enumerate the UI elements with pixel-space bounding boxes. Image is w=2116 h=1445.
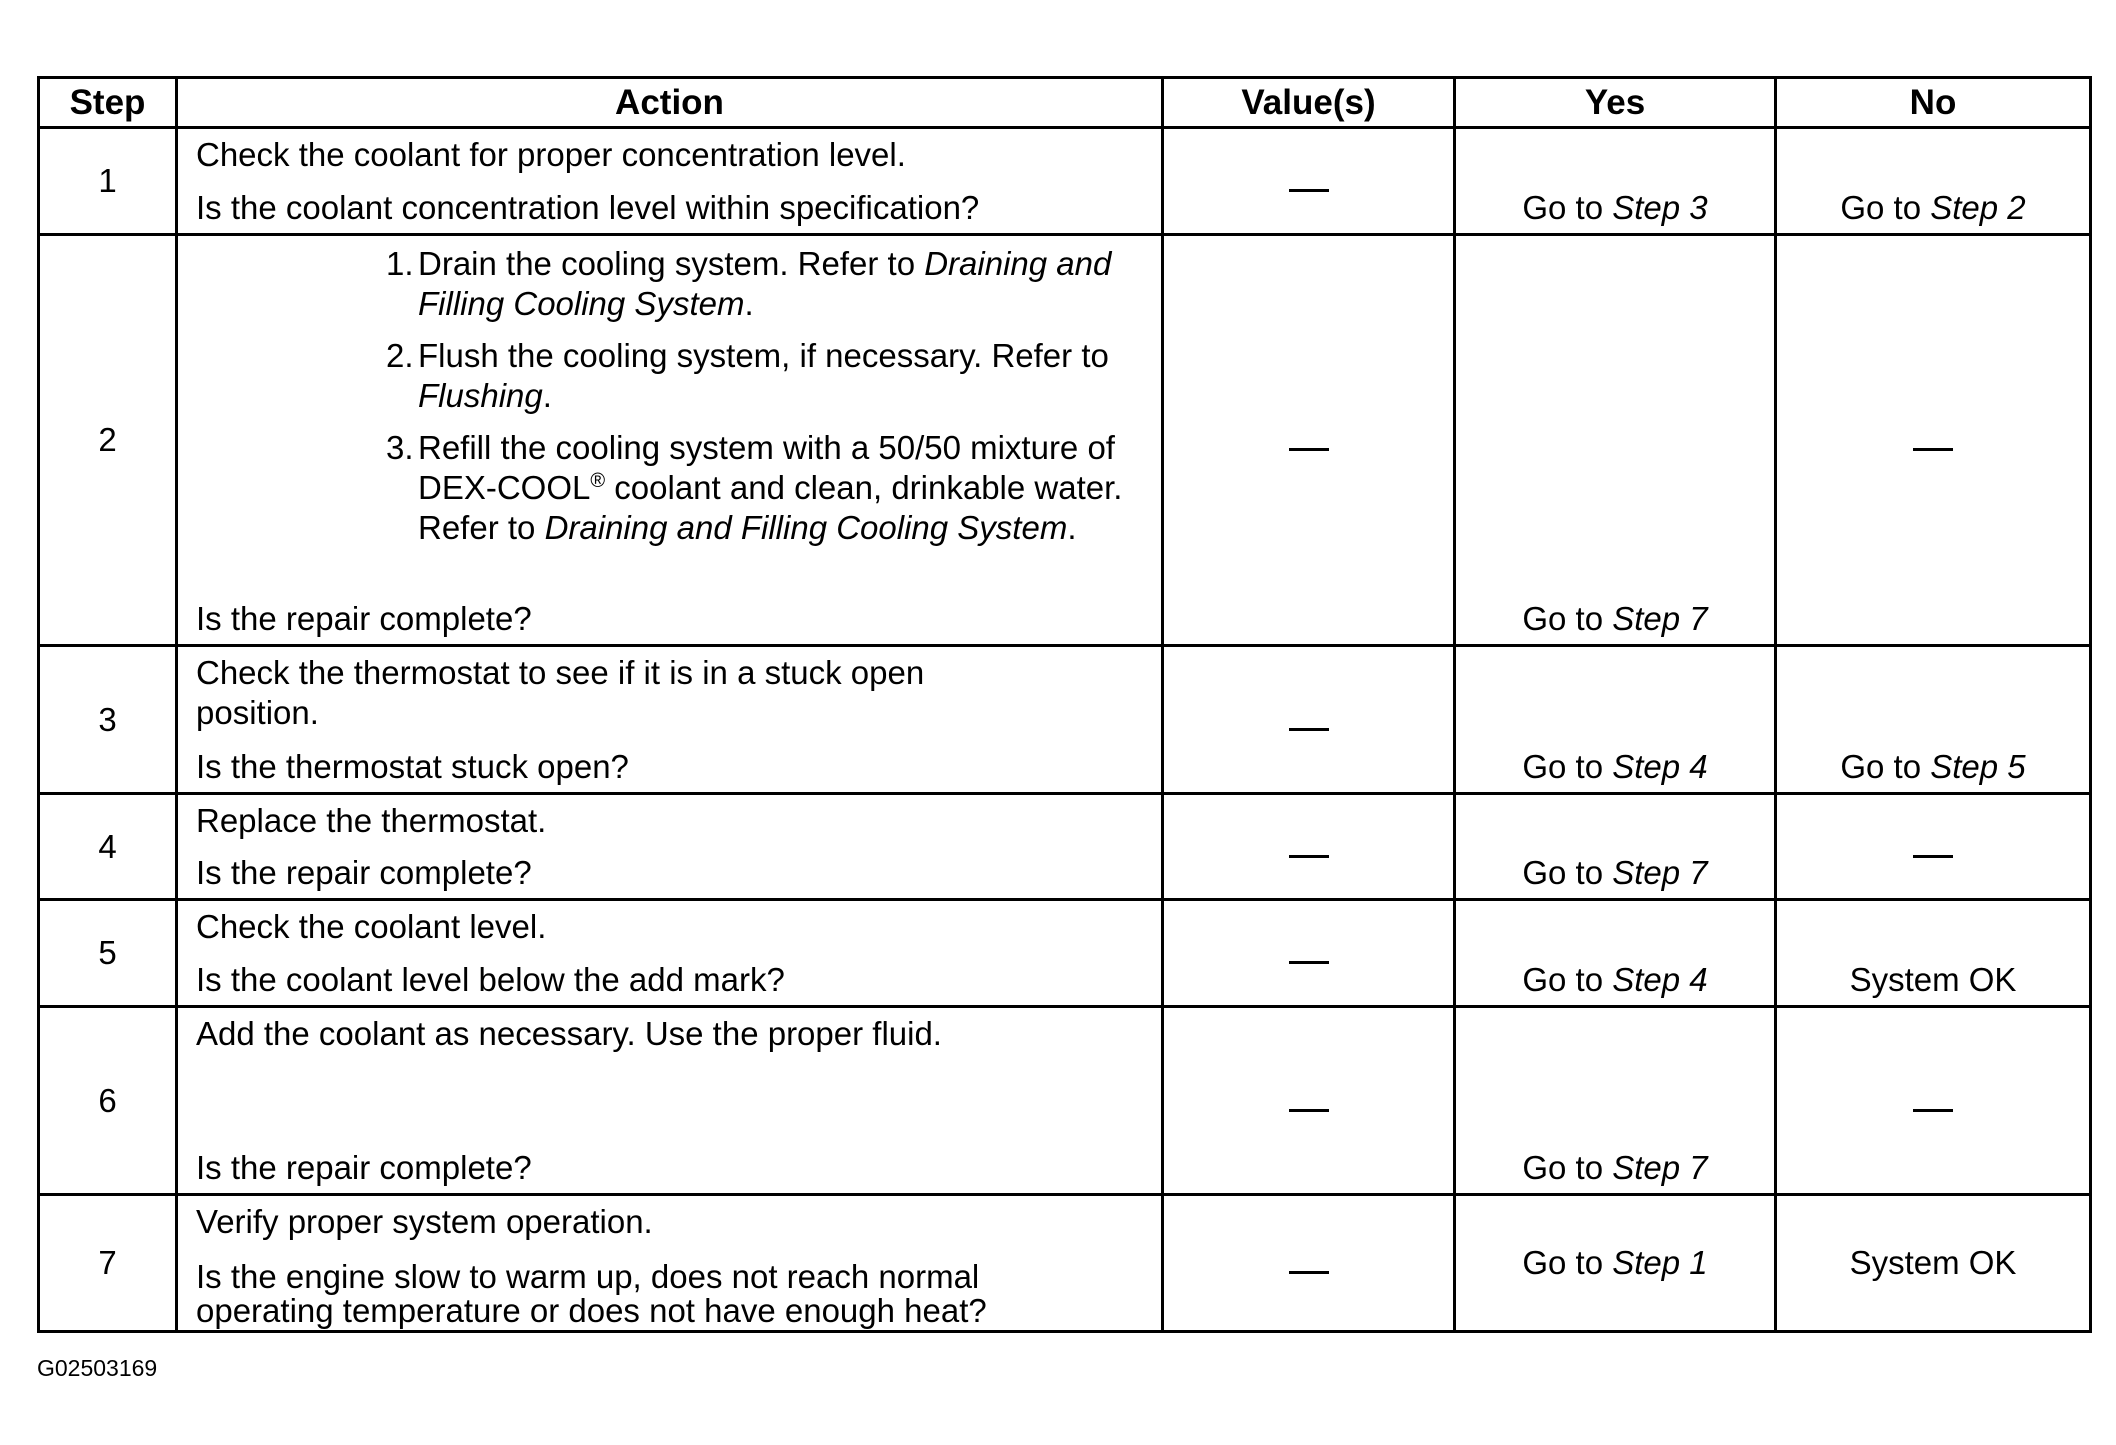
step-number: 4 [39,794,177,900]
action-question: Is the thermostat stuck open? [196,748,629,785]
action-cell [177,1195,1163,1332]
registered-mark: ® [590,470,606,492]
value-cell [1163,235,1455,646]
list-item [178,428,1161,548]
yes-cell [1455,646,1776,794]
dash-mark [1913,855,1953,858]
list-item [178,244,1161,324]
table-row [39,235,2091,646]
yes-cell [1455,1195,1776,1332]
action-question: Is the repair complete? [196,600,532,637]
reference-link[interactable]: Draining and Filling Cooling System [418,245,1112,322]
action-cell [177,235,1163,646]
action-text: Check the coolant level. [196,908,547,945]
dash-mark [1289,728,1329,731]
value-cell [1163,900,1455,1007]
punct: . [744,285,754,322]
action-cell [177,128,1163,235]
list-number: 2. [386,337,414,374]
yes-step-link[interactable]: Step 4 [1612,961,1708,998]
yes-step-link[interactable]: Step 3 [1612,189,1708,226]
yes-step-link[interactable]: Step 7 [1612,1149,1708,1186]
action-cell [177,646,1163,794]
dash-mark [1289,1271,1329,1274]
dash-mark [1289,1109,1329,1112]
table-row [39,646,2091,794]
yes-prefix: Go to [1522,189,1604,226]
value-cell [1163,646,1455,794]
no-step-link[interactable]: Step 2 [1930,189,2026,226]
action-question: Is the repair complete? [196,854,532,891]
no-cell [1776,794,2091,900]
no-cell [1776,1195,2091,1332]
value-cell [1163,128,1455,235]
list-item [178,336,1161,416]
list-text: Drain the cooling system. Refer to [418,245,916,282]
yes-cell [1455,900,1776,1007]
punct: . [542,377,552,414]
no-step-link[interactable]: Step 5 [1930,748,2026,785]
table-row [39,1007,2091,1195]
step-number: 2 [39,235,177,646]
reference-link[interactable]: Draining and Filling Cooling System [544,509,1068,546]
no-text: System OK [1849,961,2017,998]
yes-prefix: Go to [1522,854,1604,891]
header-action: Action [177,78,1163,128]
dash-mark [1913,448,1953,451]
no-cell [1776,900,2091,1007]
yes-prefix: Go to [1522,1149,1604,1186]
step-number: 3 [39,646,177,794]
yes-cell [1455,128,1776,235]
dash-mark [1289,448,1329,451]
step-number: 1 [39,128,177,235]
action-cell [177,794,1163,900]
no-cell [1776,646,2091,794]
no-prefix: Go to [1840,189,1922,226]
action-cell [177,900,1163,1007]
action-question: Is the coolant concentration level within specification? [196,189,980,226]
step-number: 7 [39,1195,177,1332]
yes-step-link[interactable]: Step 4 [1612,748,1708,785]
yes-cell [1455,1007,1776,1195]
yes-prefix: Go to [1522,961,1604,998]
dash-mark [1289,189,1329,192]
dash-mark [1289,855,1329,858]
reference-link[interactable]: Flushing [418,377,543,414]
figure-id: G02503169 [37,1355,158,1381]
list-number: 3. [386,429,414,466]
table-row [39,1195,2091,1332]
yes-step-link[interactable]: Step 1 [1612,1244,1708,1281]
list-number: 1. [386,245,414,282]
header-no: No [1776,78,2091,128]
header-row [39,78,2091,128]
no-text: System OK [1849,1244,2017,1281]
list-text-cont: coolant and clean, drinkable water. Refer to [418,469,1123,546]
step-number: 6 [39,1007,177,1195]
punct: . [1067,509,1077,546]
procedure-list [178,244,1161,548]
yes-step-link[interactable]: Step 7 [1612,600,1708,637]
header-step: Step [39,78,177,128]
dash-mark [1289,961,1329,964]
no-cell [1776,1007,2091,1195]
table-row [39,128,2091,235]
header-values: Value(s) [1163,78,1455,128]
action-text: Check the thermostat to see if it is in a stuck open position. [196,654,925,731]
diagnostic-table [37,76,2092,1333]
table-row [39,900,2091,1007]
action-cell [177,1007,1163,1195]
no-cell [1776,128,2091,235]
yes-prefix: Go to [1522,1244,1604,1281]
yes-cell [1455,794,1776,900]
no-cell [1776,235,2091,646]
list-text: Refill the cooling system with a 50/50 mixture of DEX-COOL [418,429,1115,506]
action-text: Add the coolant as necessary. Use the proper fluid. [196,1015,942,1052]
yes-cell [1455,235,1776,646]
dash-mark [1913,1109,1953,1112]
action-question: Is the repair complete? [196,1149,532,1186]
header-yes: Yes [1455,78,1776,128]
step-number: 5 [39,900,177,1007]
value-cell [1163,1007,1455,1195]
no-prefix: Go to [1840,748,1922,785]
yes-prefix: Go to [1522,600,1604,637]
action-question: Is the coolant level below the add mark? [196,961,785,998]
action-text: Check the coolant for proper concentration level. [196,136,906,173]
action-question: Is the engine slow to warm up, does not reach normal operating temperature or does not have enough heat? [196,1258,987,1329]
value-cell [1163,794,1455,900]
table-row [39,794,2091,900]
list-text: Flush the cooling system, if necessary. Refer to [418,337,1109,374]
yes-prefix: Go to [1522,748,1604,785]
action-text: Replace the thermostat. [196,802,547,839]
value-cell [1163,1195,1455,1332]
action-text: Verify proper system operation. [196,1203,653,1240]
yes-step-link[interactable]: Step 7 [1612,854,1708,891]
